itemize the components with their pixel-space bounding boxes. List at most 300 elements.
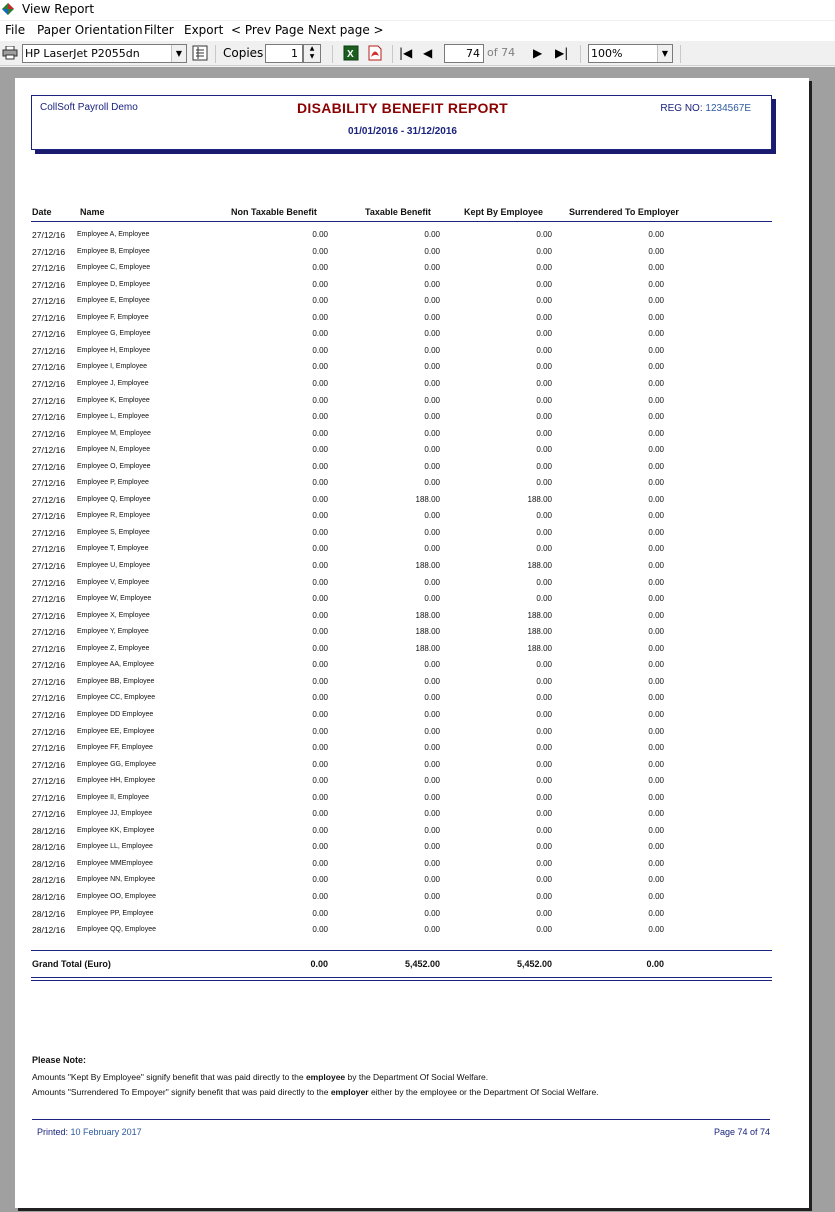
row-kept: 0.00: [536, 428, 552, 438]
table-row: [15, 443, 809, 459]
row-non-taxable: 0.00: [312, 445, 328, 455]
app-icon: [2, 3, 14, 15]
row-name: Employee CC, Employee: [77, 694, 156, 702]
row-surrendered: 0.00: [648, 461, 664, 471]
first-page-icon[interactable]: |◀: [399, 46, 413, 60]
table-row: [15, 377, 809, 393]
row-taxable: 188.00: [415, 561, 440, 570]
copies-label: Copies: [223, 46, 264, 60]
table-row: [15, 592, 809, 608]
row-non-taxable: 0.00: [312, 329, 328, 339]
total-divider-bottom-1: [31, 977, 772, 978]
table-row: [15, 923, 809, 939]
table-row: [15, 642, 809, 658]
row-non-taxable: 0.00: [312, 345, 328, 355]
row-date: 27/12/16: [32, 329, 66, 340]
last-page-icon[interactable]: ▶|: [555, 46, 569, 60]
row-surrendered: 0.00: [648, 246, 664, 256]
row-non-taxable: 0.00: [312, 378, 328, 388]
row-taxable: 0.00: [424, 726, 440, 736]
row-kept: 0.00: [536, 858, 552, 868]
zoom-select[interactable]: [588, 44, 673, 63]
row-non-taxable: 0.00: [312, 776, 328, 786]
row-non-taxable: 0.00: [312, 676, 328, 686]
report-title: DISABILITY BENEFIT REPORT: [296, 100, 509, 116]
row-kept: 0.00: [536, 378, 552, 388]
row-non-taxable: 0.00: [312, 246, 328, 256]
row-name: Employee PP, Employee: [77, 909, 154, 917]
printer-setup-icon[interactable]: [192, 45, 208, 61]
row-kept: 0.00: [536, 743, 552, 753]
row-name: Employee E, Employee: [77, 297, 150, 305]
reg-number: [660, 103, 751, 114]
row-name: Employee O, Employee: [77, 462, 151, 470]
toolbar: [0, 41, 835, 66]
row-non-taxable: 0.00: [312, 908, 328, 918]
row-name: Employee J, Employee: [77, 379, 149, 387]
pdf-icon[interactable]: [367, 45, 383, 61]
row-name: Employee C, Employee: [77, 264, 151, 272]
note-line-2-a: Amounts "Surrendered To Empoyer" signify benefit that was paid directly to the: [32, 1087, 331, 1097]
note-line-1-bold: employee: [305, 1072, 346, 1082]
row-date: 27/12/16: [32, 792, 66, 803]
row-date: 28/12/16: [32, 842, 66, 853]
row-date: 27/12/16: [32, 362, 66, 373]
reg-label: REG NO:: [660, 103, 703, 114]
copies-input[interactable]: 1: [265, 44, 303, 63]
row-taxable: 0.00: [424, 825, 440, 835]
row-surrendered: 0.00: [648, 577, 664, 587]
table-row: [15, 774, 809, 790]
row-surrendered: 0.00: [648, 792, 664, 802]
table-row: [15, 873, 809, 889]
header-divider: [31, 221, 772, 222]
row-date: 27/12/16: [32, 660, 66, 671]
row-taxable: 0.00: [424, 527, 440, 537]
report-page: [15, 78, 809, 1208]
row-surrendered: 0.00: [648, 809, 664, 819]
note-line-1-a: Amounts "Kept By Employee" signify benefit that was paid directly to the: [32, 1072, 306, 1082]
menu-paper-orientation[interactable]: Paper Orientation: [37, 23, 143, 37]
row-taxable: 0.00: [424, 792, 440, 802]
note-line-1: [32, 1072, 488, 1082]
row-name: Employee A, Employee: [77, 231, 150, 238]
row-name: Employee R, Employee: [77, 512, 151, 520]
note-line-1-c: by the Department Of Social Welfare.: [345, 1072, 489, 1082]
row-name: Employee FF, Employee: [77, 744, 153, 752]
row-kept: 0.00: [536, 312, 552, 322]
row-surrendered: 0.00: [648, 693, 664, 703]
row-non-taxable: 0.00: [312, 395, 328, 405]
row-non-taxable: 0.00: [312, 527, 328, 537]
row-surrendered: 0.00: [648, 345, 664, 355]
row-surrendered: 0.00: [648, 925, 664, 935]
table-row: [15, 609, 809, 625]
row-kept: 0.00: [536, 362, 552, 372]
row-non-taxable: 0.00: [312, 726, 328, 736]
row-taxable: 0.00: [424, 660, 440, 670]
row-surrendered: 0.00: [648, 908, 664, 918]
row-surrendered: 0.00: [648, 594, 664, 604]
row-date: 27/12/16: [32, 279, 66, 290]
page-footer: Page 74 of 74: [713, 1127, 770, 1137]
row-surrendered: 0.00: [648, 378, 664, 388]
row-date: 27/12/16: [32, 643, 66, 654]
row-date: 27/12/16: [32, 395, 66, 406]
table-row: [15, 725, 809, 741]
row-taxable: 188.00: [415, 610, 440, 620]
row-taxable: 0.00: [424, 511, 440, 521]
row-taxable: 0.00: [424, 577, 440, 587]
row-surrendered: 0.00: [648, 544, 664, 554]
row-kept: 188.00: [527, 610, 552, 620]
row-non-taxable: 0.00: [312, 627, 328, 637]
row-taxable: 188.00: [415, 494, 440, 504]
table-row: [15, 327, 809, 343]
printer-select[interactable]: [22, 44, 187, 63]
table-row: [15, 344, 809, 360]
row-date: 27/12/16: [32, 428, 66, 439]
row-kept: 0.00: [536, 395, 552, 405]
row-surrendered: 0.00: [648, 561, 664, 570]
row-kept: 0.00: [536, 875, 552, 885]
table-row: [15, 542, 809, 558]
row-date: 28/12/16: [32, 908, 66, 919]
row-kept: 0.00: [536, 676, 552, 686]
row-date: 27/12/16: [32, 246, 66, 257]
row-taxable: 0.00: [424, 445, 440, 455]
row-non-taxable: 0.00: [312, 461, 328, 471]
row-name: Employee BB, Employee: [77, 677, 155, 685]
row-surrendered: 0.00: [648, 610, 664, 620]
report-header: [31, 95, 772, 150]
menu-filter[interactable]: Filter: [144, 23, 174, 37]
row-name: Employee V, Employee: [77, 578, 150, 586]
row-name: Employee Y, Employee: [77, 628, 149, 636]
report-viewport[interactable]: [0, 67, 835, 1212]
row-date: 28/12/16: [32, 825, 66, 836]
row-surrendered: 0.00: [648, 726, 664, 736]
row-taxable: 0.00: [424, 875, 440, 885]
row-kept: 0.00: [536, 726, 552, 736]
row-date: 27/12/16: [32, 776, 66, 787]
row-kept: 0.00: [536, 577, 552, 587]
menu-prev-page[interactable]: < Prev Page: [231, 23, 304, 37]
row-non-taxable: 0.00: [312, 925, 328, 935]
row-kept: 0.00: [536, 660, 552, 670]
row-non-taxable: 0.00: [312, 312, 328, 322]
row-non-taxable: 0.00: [312, 809, 328, 819]
row-kept: 0.00: [536, 511, 552, 521]
row-taxable: 0.00: [424, 709, 440, 719]
row-surrendered: 0.00: [648, 759, 664, 769]
table-row: [15, 278, 809, 294]
row-non-taxable: 0.00: [312, 610, 328, 620]
table-row: [15, 758, 809, 774]
row-surrendered: 0.00: [648, 842, 664, 852]
row-date: 27/12/16: [32, 263, 66, 274]
row-non-taxable: 0.00: [312, 743, 328, 753]
row-name: Employee D, Employee: [77, 280, 151, 288]
row-kept: 0.00: [536, 296, 552, 306]
footer-divider: [32, 1119, 770, 1120]
row-kept: 0.00: [536, 412, 552, 422]
total-divider-bottom-2: [31, 980, 772, 981]
row-non-taxable: 0.00: [312, 362, 328, 372]
table-row: [15, 261, 809, 277]
row-non-taxable: 0.00: [312, 412, 328, 422]
row-taxable: 0.00: [424, 428, 440, 438]
row-date: 27/12/16: [32, 461, 66, 472]
row-taxable: 0.00: [424, 329, 440, 339]
copies-stepper[interactable]: ▲ ▼: [303, 44, 321, 63]
row-surrendered: 0.00: [648, 660, 664, 670]
row-date: 27/12/16: [32, 345, 66, 356]
total-non-taxable: 0.00: [310, 959, 328, 969]
next-page-icon[interactable]: ▶: [533, 46, 543, 60]
row-surrendered: 0.00: [648, 478, 664, 488]
row-surrendered: 0.00: [648, 875, 664, 885]
row-surrendered: 0.00: [648, 428, 664, 438]
row-date: 27/12/16: [32, 809, 66, 820]
row-taxable: 0.00: [424, 378, 440, 388]
row-date: 28/12/16: [32, 875, 66, 886]
row-name: Employee EE, Employee: [77, 727, 155, 735]
row-non-taxable: 0.00: [312, 643, 328, 653]
row-taxable: 0.00: [424, 263, 440, 273]
row-taxable: 188.00: [415, 643, 440, 653]
row-surrendered: 0.00: [648, 892, 664, 901]
row-taxable: 0.00: [424, 809, 440, 819]
row-surrendered: 0.00: [648, 527, 664, 537]
row-kept: 0.00: [536, 825, 552, 835]
table-row: [15, 509, 809, 525]
row-name: Employee Z, Employee: [77, 644, 150, 652]
row-taxable: 0.00: [424, 842, 440, 852]
table-row: [15, 824, 809, 840]
row-surrendered: 0.00: [648, 296, 664, 306]
row-name: Employee Q, Employee: [77, 495, 151, 503]
row-non-taxable: 0.00: [312, 858, 328, 868]
row-taxable: 0.00: [424, 362, 440, 372]
row-kept: 0.00: [536, 693, 552, 703]
printer-icon[interactable]: [2, 46, 18, 60]
page-number-input[interactable]: 74: [444, 44, 484, 63]
menu-file[interactable]: File: [5, 23, 26, 37]
row-non-taxable: 0.00: [312, 494, 328, 504]
row-kept: 0.00: [536, 594, 552, 604]
page-count: of 74: [487, 46, 516, 59]
printed-label: Printed:: [37, 1127, 69, 1137]
row-non-taxable: 0.00: [312, 478, 328, 488]
row-kept: 0.00: [536, 279, 552, 289]
col-header-date: Date: [32, 207, 52, 217]
window-title: View Report: [22, 2, 95, 16]
table-row: [15, 493, 809, 509]
row-kept: 188.00: [527, 494, 552, 504]
chevron-down-icon[interactable]: ▼: [657, 45, 672, 62]
row-kept: 0.00: [536, 709, 552, 719]
row-date: 27/12/16: [32, 527, 66, 538]
row-taxable: 0.00: [424, 246, 440, 256]
row-kept: 0.00: [536, 792, 552, 802]
row-taxable: 0.00: [424, 544, 440, 554]
row-kept: 0.00: [536, 544, 552, 554]
table-row: [15, 526, 809, 542]
total-divider-top: [31, 950, 772, 951]
row-non-taxable: 0.00: [312, 296, 328, 306]
table-row: [15, 741, 809, 757]
row-date: 27/12/16: [32, 743, 66, 754]
row-taxable: 0.00: [424, 925, 440, 935]
row-name: Employee II, Employee: [77, 793, 149, 801]
table-row: [15, 360, 809, 376]
prev-page-icon[interactable]: ◀: [423, 46, 433, 60]
row-name: Employee U, Employee: [77, 562, 151, 569]
row-kept: 0.00: [536, 345, 552, 355]
row-kept: 0.00: [536, 776, 552, 786]
note-heading: Please Note:: [32, 1055, 87, 1065]
row-taxable: 0.00: [424, 676, 440, 686]
row-name: Employee B, Employee: [77, 247, 150, 255]
row-surrendered: 0.00: [648, 362, 664, 372]
row-taxable: 0.00: [424, 858, 440, 868]
row-taxable: 0.00: [424, 279, 440, 289]
row-kept: 0.00: [536, 908, 552, 918]
excel-icon[interactable]: [343, 45, 359, 61]
row-name: Employee I, Employee: [77, 363, 148, 371]
row-surrendered: 0.00: [648, 743, 664, 753]
row-name: Employee K, Employee: [77, 396, 150, 404]
row-surrendered: 0.00: [648, 329, 664, 339]
menu-export[interactable]: Export: [184, 23, 224, 37]
table-row: [15, 857, 809, 873]
row-name: Employee LL, Employee: [77, 843, 153, 851]
row-non-taxable: 0.00: [312, 875, 328, 885]
row-surrendered: 0.00: [648, 709, 664, 719]
row-name: Employee L, Employee: [77, 413, 149, 421]
row-kept: 0.00: [536, 892, 552, 901]
row-kept: 0.00: [536, 759, 552, 769]
row-surrendered: 0.00: [648, 279, 664, 289]
row-non-taxable: 0.00: [312, 230, 328, 239]
row-date: 27/12/16: [32, 312, 66, 323]
row-date: 28/12/16: [32, 925, 66, 936]
row-taxable: 0.00: [424, 345, 440, 355]
chevron-down-icon[interactable]: ▼: [171, 45, 186, 62]
row-non-taxable: 0.00: [312, 561, 328, 570]
row-surrendered: 0.00: [648, 825, 664, 835]
row-name: Employee KK, Employee: [77, 826, 155, 834]
row-taxable: 0.00: [424, 759, 440, 769]
row-name: Employee S, Employee: [77, 528, 150, 536]
row-name: Employee AA, Employee: [77, 661, 155, 669]
row-kept: 0.00: [536, 478, 552, 488]
row-date: 27/12/16: [32, 412, 66, 423]
row-name: Employee H, Employee: [77, 346, 151, 354]
row-date: 27/12/16: [32, 230, 66, 240]
row-non-taxable: 0.00: [312, 842, 328, 852]
table-row: [15, 311, 809, 327]
row-date: 27/12/16: [32, 627, 66, 638]
row-taxable: 0.00: [424, 908, 440, 918]
row-date: 27/12/16: [32, 561, 66, 571]
grand-total-label: Grand Total (Euro): [32, 959, 111, 969]
row-taxable: 0.00: [424, 412, 440, 422]
row-surrendered: 0.00: [648, 412, 664, 422]
row-date: 27/12/16: [32, 577, 66, 588]
row-name: Employee F, Employee: [77, 313, 149, 321]
row-surrendered: 0.00: [648, 395, 664, 405]
row-date: 27/12/16: [32, 726, 66, 737]
row-non-taxable: 0.00: [312, 577, 328, 587]
row-taxable: 0.00: [424, 776, 440, 786]
row-name: Employee HH, Employee: [77, 777, 156, 785]
table-row: [15, 791, 809, 807]
row-surrendered: 0.00: [648, 676, 664, 686]
row-date: 27/12/16: [32, 594, 66, 605]
row-surrendered: 0.00: [648, 230, 664, 239]
row-date: 27/12/16: [32, 378, 66, 389]
row-name: Employee DD Employee: [77, 710, 154, 718]
menu-next-page[interactable]: Next page >: [308, 23, 384, 37]
row-name: Employee GG, Employee: [77, 760, 156, 768]
table-row: [15, 559, 809, 575]
row-surrendered: 0.00: [648, 858, 664, 868]
row-surrendered: 0.00: [648, 776, 664, 786]
row-non-taxable: 0.00: [312, 594, 328, 604]
title-bar: [0, 0, 835, 20]
row-kept: 0.00: [536, 809, 552, 819]
row-non-taxable: 0.00: [312, 428, 328, 438]
row-name: Employee P, Employee: [77, 479, 149, 487]
svg-text:X: X: [347, 49, 354, 60]
row-non-taxable: 0.00: [312, 792, 328, 802]
row-name: Employee G, Employee: [77, 330, 151, 338]
table-row: [15, 807, 809, 823]
row-taxable: 0.00: [424, 395, 440, 405]
row-surrendered: 0.00: [648, 494, 664, 504]
row-kept: 0.00: [536, 842, 552, 852]
col-header-taxable: Taxable Benefit: [365, 207, 431, 217]
note-line-2-bold: employer: [330, 1087, 369, 1097]
table-row: [15, 708, 809, 724]
row-date: 27/12/16: [32, 709, 66, 720]
row-taxable: 0.00: [424, 296, 440, 306]
table-row: [15, 394, 809, 410]
row-non-taxable: 0.00: [312, 660, 328, 670]
row-kept: 188.00: [527, 643, 552, 653]
row-surrendered: 0.00: [648, 445, 664, 455]
table-row: [15, 675, 809, 691]
printed-value: 10 February 2017: [70, 1127, 142, 1137]
table-row: [15, 228, 809, 244]
row-surrendered: 0.00: [648, 643, 664, 653]
row-taxable: 188.00: [415, 627, 440, 637]
row-kept: 188.00: [527, 627, 552, 637]
row-taxable: 0.00: [424, 478, 440, 488]
row-surrendered: 0.00: [648, 263, 664, 273]
table-row: [15, 840, 809, 856]
row-name: Employee W, Employee: [77, 595, 152, 603]
table-row: [15, 245, 809, 261]
table-row: [15, 576, 809, 592]
row-name: Employee QQ, Employee: [77, 926, 156, 934]
row-kept: 0.00: [536, 246, 552, 256]
note-line-2-c: either by the employee or the Department Of Social Welfare.: [368, 1087, 599, 1097]
row-name: Employee X, Employee: [77, 611, 150, 619]
col-header-kept: Kept By Employee: [464, 207, 544, 217]
